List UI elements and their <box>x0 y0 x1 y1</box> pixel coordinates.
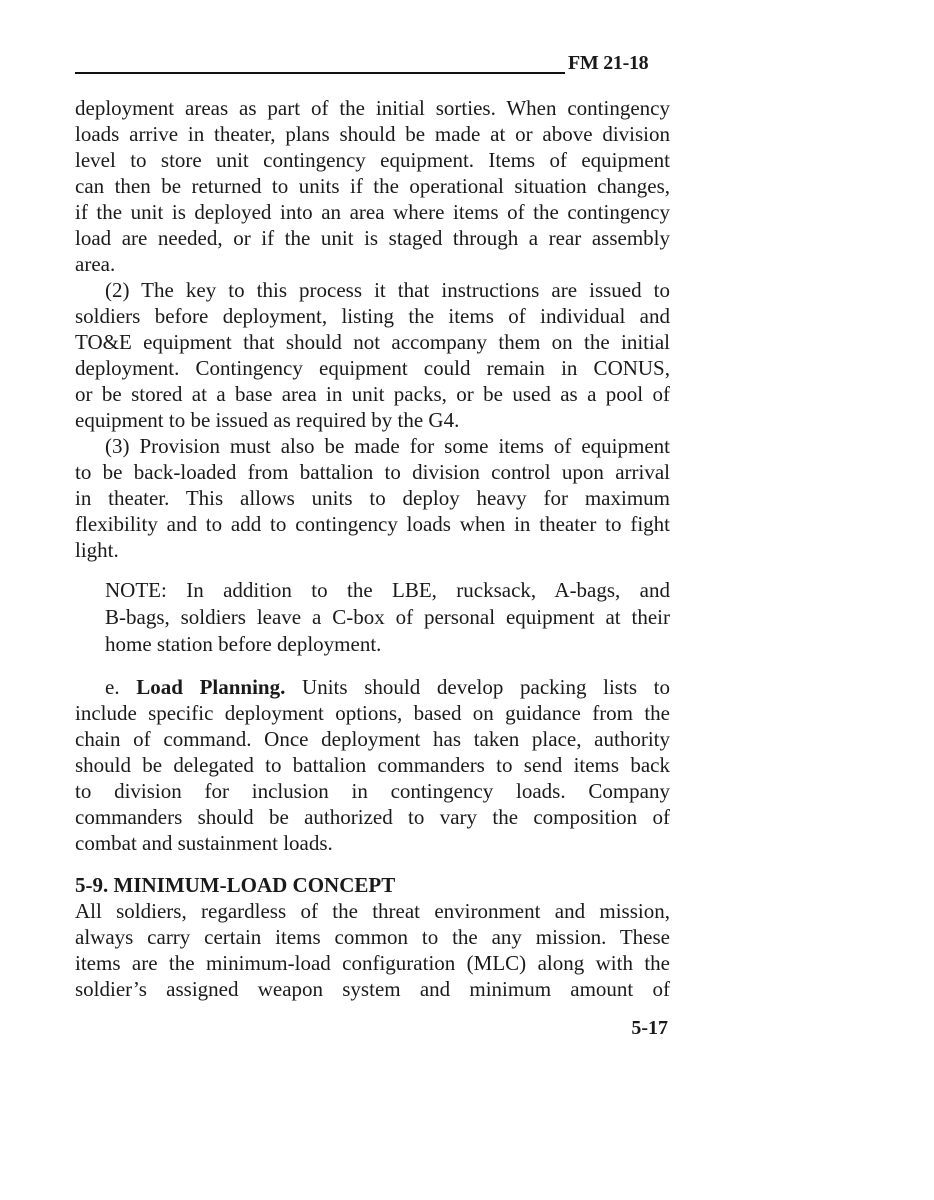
text-line: TO&E equipment that should not accompany them on the initial <box>75 330 670 354</box>
text-line: items are the minimum-load configuration (MLC) along with the <box>75 951 670 975</box>
spacer <box>75 563 670 577</box>
text-line: equipment to be issued as required by the G4. <box>75 408 460 432</box>
text-line: should be delegated to battalion commanders to send items back <box>75 753 670 777</box>
text-span: Units should develop packing lists to <box>285 675 670 699</box>
page-number: 5-17 <box>631 1017 668 1039</box>
text-line: in theater. This allows units to deploy heavy for maximum <box>75 486 670 510</box>
paragraph-1 <box>75 95 670 277</box>
text-line: or be stored at a base area in unit packs, or be used as a pool of <box>75 382 670 406</box>
text-line: deployment. Contingency equipment could remain in CONUS, <box>75 356 670 380</box>
text-line: light. <box>75 538 119 562</box>
page-body <box>75 95 670 1002</box>
text-line: commanders should be authorized to vary the composition of <box>75 805 670 829</box>
paragraph-5 <box>75 898 670 1002</box>
text-line: home station before deployment. <box>105 632 382 656</box>
text-line: if the unit is deployed into an area where items of the contingency <box>75 200 670 224</box>
text-line: load are needed, or if the unit is staged through a rear assembly <box>75 226 670 250</box>
text-line: NOTE: In addition to the LBE, rucksack, A-bags, and <box>105 578 670 602</box>
text-line: flexibility and to add to contingency loads when in theater to fight <box>75 512 670 536</box>
spacer <box>75 658 670 674</box>
text-line: to division for inclusion in contingency loads. Company <box>75 779 670 803</box>
text-line: chain of command. Once deployment has taken place, authority <box>75 727 670 751</box>
text-line: B-bags, soldiers leave a C-box of personal equipment at their <box>105 605 670 629</box>
text-line: All soldiers, regardless of the threat environment and mission, <box>75 899 670 923</box>
paragraph-load-planning <box>75 674 670 856</box>
text-line: area. <box>75 252 116 276</box>
subsection-title: Load Planning. <box>136 675 286 699</box>
text-line: always carry certain items common to the any mission. These <box>75 925 670 949</box>
text-line: soldiers before deployment, listing the items of individual and <box>75 304 670 328</box>
text-line: combat and sustainment loads. <box>75 831 333 855</box>
text-line: level to store unit contingency equipment. Items of equipment <box>75 148 670 172</box>
text-line: (3) Provision must also be made for some items of equipment <box>105 434 670 458</box>
document-id: FM 21-18 <box>568 52 649 74</box>
text-line: include specific deployment options, based on guidance from the <box>75 701 670 725</box>
paragraph-2 <box>75 277 670 433</box>
text-line: loads arrive in theater, plans should be made at or above division <box>75 122 670 146</box>
header-rule <box>75 72 565 74</box>
text-line: deployment areas as part of the initial sorties. When contingency <box>75 96 670 120</box>
section-heading: 5-9. MINIMUM-LOAD CONCEPT <box>75 873 396 897</box>
item-label: e. <box>105 675 137 699</box>
text-line: (2) The key to this process it that instructions are issued to <box>105 278 670 302</box>
text-line: soldier’s assigned weapon system and minimum amount of <box>75 977 670 1001</box>
paragraph-3 <box>75 433 670 563</box>
text-line: can then be returned to units if the operational situation changes, <box>75 174 670 198</box>
spacer <box>75 856 670 872</box>
text-line <box>75 674 670 700</box>
text-line: to be back-loaded from battalion to division control upon arrival <box>75 460 670 484</box>
note-block <box>75 577 670 658</box>
